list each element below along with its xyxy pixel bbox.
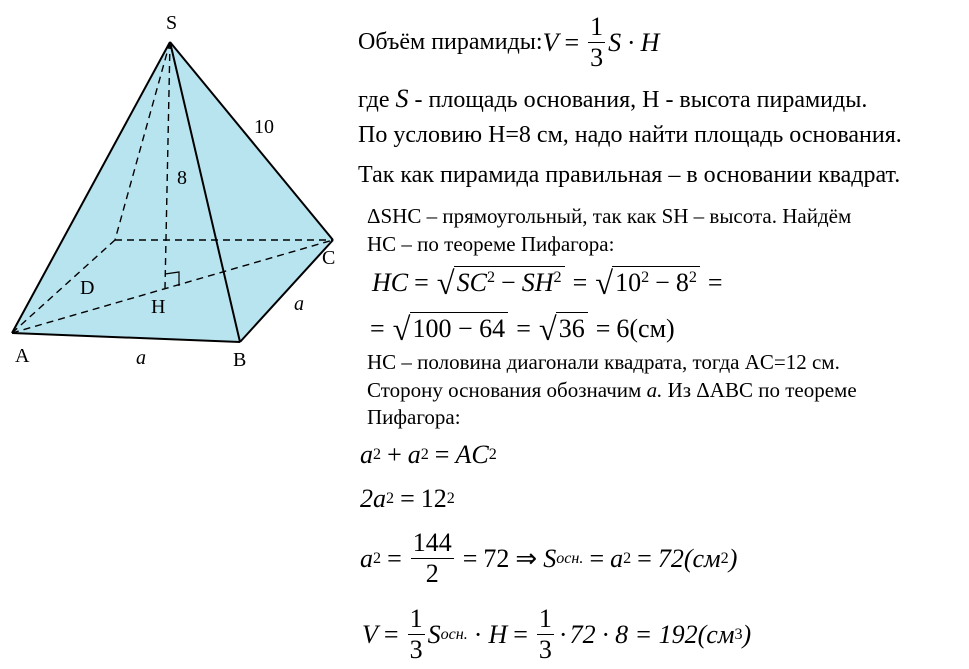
text-line-2: где S - площадь основания, Н - высота пирамиды. bbox=[358, 84, 868, 113]
pyramid-diagram bbox=[0, 0, 345, 380]
equation-2a2: 2a 2 = 12 2 bbox=[360, 484, 455, 513]
edge-label-SH: 8 bbox=[177, 167, 187, 189]
vertex-label-S: S bbox=[166, 12, 178, 34]
fraction-one-third: $\frac{1}{3}$ bbox=[590, 12, 604, 72]
text-line-9: Пифагора: bbox=[367, 405, 461, 429]
edge-label-BC: a bbox=[294, 293, 304, 315]
text-line-5: ΔSHC – прямоугольный, так как SH – высота. Найдём bbox=[367, 204, 852, 228]
volume-formula-prefix: Объём пирамиды: bbox=[358, 29, 543, 55]
sqrt-100-64: √ 100 − 64 bbox=[393, 312, 509, 346]
equation-a2-144: a 2 = $\frac{144}{2}$ = 72 ⇒ S осн. = a 2 = 72(см 2 ) bbox=[360, 528, 738, 588]
vertex-label-H: H bbox=[151, 296, 166, 318]
text-line-3: По условию Н=8 см, надо найти площадь основания. bbox=[358, 122, 902, 148]
vertex-label-B: B bbox=[233, 349, 247, 371]
vertex-label-D: D bbox=[80, 277, 95, 299]
text-line-4: Так как пирамида правильная – в основании квадрат. bbox=[358, 162, 901, 188]
edge-label-AB: a bbox=[136, 347, 146, 369]
vertex-label-C: C bbox=[322, 247, 336, 269]
text-line-7: HC – половина диагонали квадрата, тогда AC=12 см. bbox=[367, 350, 840, 374]
face-back bbox=[115, 42, 333, 240]
text-line-6: HC – по теореме Пифагора: bbox=[367, 232, 615, 256]
fraction-144-2: $\frac{144}{2}$ bbox=[412, 528, 452, 588]
edge-label-SC: 10 bbox=[254, 116, 274, 138]
text-line-8: Сторону основания обозначим a. Из ΔABC по теореме bbox=[367, 378, 857, 402]
hc-formula-2: = √ 100 − 64 = √ 36 = 6(см) bbox=[370, 312, 675, 348]
fraction-one-third-2: $\frac{1}{3}$ bbox=[409, 604, 423, 664]
sqrt-10-8: √ $10^2 - 8^2$ bbox=[595, 266, 700, 300]
volume-rest: S · H bbox=[608, 27, 660, 57]
volume-lhs: V bbox=[542, 27, 559, 57]
vertex-label-A: A bbox=[15, 345, 30, 367]
hc-formula-1: HC = √ $SC^2 - SH^2$ = √ $10^2 - 8^2$ = bbox=[372, 266, 723, 302]
equation-volume-result: V = $\frac{1}{3}$ S осн. · H = $\frac{1}{3}$ · 72 · 8 = 192(см 3 ) bbox=[362, 604, 752, 664]
volume-formula: Объём пирамиды: V = $\frac{1}{3}$ S · H bbox=[358, 12, 660, 72]
equation-a2-plus-a2: a 2 + a 2 = AC 2 bbox=[360, 440, 497, 469]
sqrt-sc-sh: √ $SC^2 - SH^2$ bbox=[437, 266, 565, 300]
sqrt-36: √ 36 bbox=[539, 312, 588, 346]
fraction-one-third-3: $\frac{1}{3}$ bbox=[538, 604, 552, 664]
